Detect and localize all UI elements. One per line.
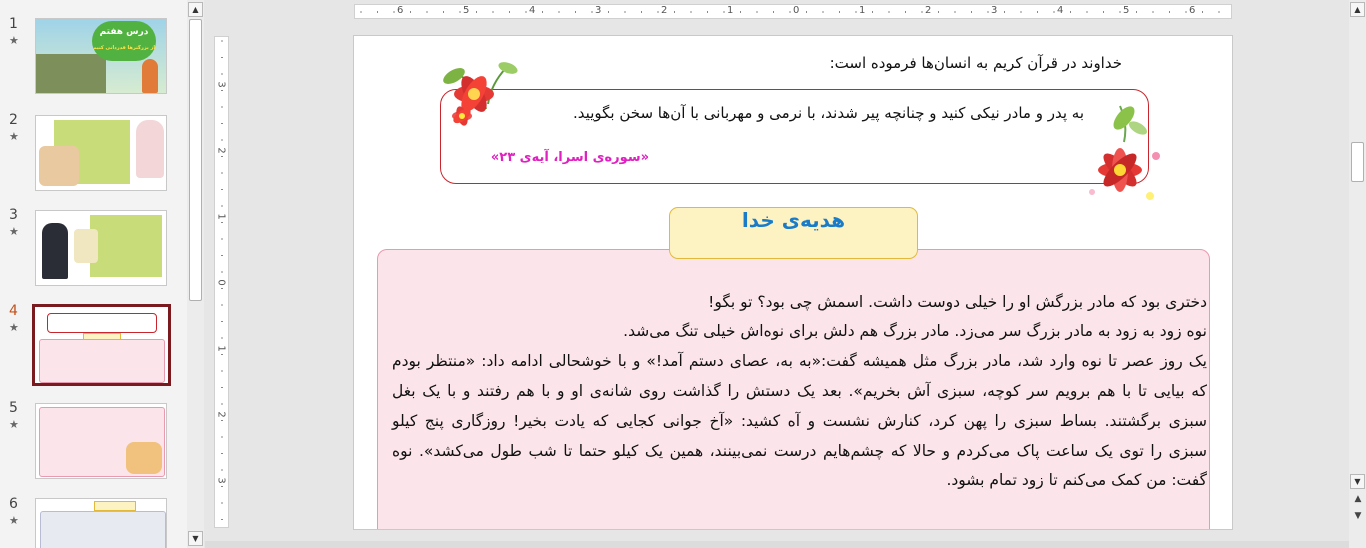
slide-thumbnail-1[interactable] [35, 18, 167, 94]
horizontal-ruler[interactable] [354, 4, 1232, 19]
animation-star-icon: ★ [9, 514, 19, 527]
previous-slide-icon[interactable]: ▲ [1354, 494, 1362, 504]
animation-star-icon: ★ [9, 321, 19, 334]
thumbnail-subtitle: از بزرگترها قدردانی کنیم [92, 45, 156, 51]
ruler-number: 6 [1189, 5, 1196, 16]
ruler-number: 0 [793, 5, 800, 16]
family-illustration [39, 146, 79, 186]
next-slide-icon[interactable]: ▼ [1354, 511, 1362, 521]
story-line[interactable]: سبزی برگشتند. بساط سبزی را پهن کرد، کنارش نشست و آه کشید: «آخ جوانی کجایی که یادت بخیر! روزگاری پنج کیلو [392, 412, 1207, 430]
ruler-number: 4 [1057, 5, 1064, 16]
thumbnail-scroll-thumb[interactable] [189, 19, 202, 301]
scroll-up-icon[interactable]: ▲ [1350, 2, 1365, 17]
slide-scroll-thumb[interactable] [1351, 142, 1364, 182]
verse-source[interactable]: «سوره‌ی اسرا، آیه‌ی ۲۳» [490, 150, 649, 165]
ruler-number: 4 [529, 5, 536, 16]
verse-box-mini [47, 313, 157, 333]
slide-thumbnail-2[interactable] [35, 115, 167, 191]
ruler-number: 2 [661, 5, 668, 16]
ruler-number: 0 [215, 279, 227, 286]
ruler-number: 2 [215, 147, 227, 154]
flower-icon[interactable] [436, 54, 518, 134]
children-illustration [126, 442, 162, 474]
slide-thumbnail-4-active[interactable] [32, 304, 171, 386]
ruler-number: 1 [859, 5, 866, 16]
scroll-down-icon[interactable]: ▼ [1350, 474, 1365, 489]
ruler-number: 1 [727, 5, 734, 16]
animation-star-icon: ★ [9, 418, 19, 431]
ruler-number: 3 [215, 81, 227, 88]
ruler-number: 6 [397, 5, 404, 16]
grandmother-image [136, 120, 164, 178]
animation-star-icon: ★ [9, 34, 19, 47]
ruler-number: 5 [463, 5, 470, 16]
animation-star-icon: ★ [9, 130, 19, 143]
story-box-mini [39, 339, 165, 383]
thumbnail-number-1: 1 [9, 16, 18, 32]
ruler-number: 1 [215, 345, 227, 352]
story-line[interactable]: سبزی را توی یک ساعت پاک می‌کردم و حالا که چشم‌هایم درست نمی‌بینند، همین یک کیلو حتما تا شب طول می‌کشد». نوه [392, 442, 1207, 460]
ruler-number: 3 [595, 5, 602, 16]
thumbnail-title: درس هفتم [99, 27, 149, 37]
green-text-panel [90, 215, 162, 277]
vertical-ruler[interactable] [214, 36, 229, 528]
slide-thumbnail-5[interactable] [35, 403, 167, 479]
flower-icon[interactable] [1080, 100, 1170, 208]
ruler-number: 3 [991, 5, 998, 16]
story-line[interactable]: دختری بود که مادر بزرگش او را خیلی دوست داشت. اسمش چی بود؟ تو بگو! [708, 293, 1207, 311]
ruler-number: 5 [1123, 5, 1130, 16]
scroll-down-icon[interactable]: ▼ [188, 531, 203, 546]
slide-thumbnail-panel [0, 0, 187, 548]
slide-thumbnail-6[interactable] [35, 498, 167, 548]
story-line[interactable]: نوه زود به زود به مادر بزرگ سر می‌زد. مادر بزرگ هم دلش برای نوه‌اش خیلی تنگ می‌شد. [623, 322, 1207, 340]
boy-illustration [142, 59, 158, 93]
story-line[interactable]: که بیایی تا با هم برویم سر کوچه، سبزی آش بخریم». بعد یک دستش را گذاشت روی شانه‌ی او و با هم رفتند و با یک بغل [392, 382, 1207, 400]
thumbnail-number-4: 4 [9, 303, 18, 319]
editor-bottom-edge [205, 541, 1349, 548]
story-title[interactable]: هدیه‌ی خدا [669, 207, 918, 259]
village-image [36, 54, 106, 94]
thumbnail-scrollbar[interactable] [187, 0, 204, 548]
story-line[interactable]: گفت: من کمک می‌کنم تا زود تمام بشود. [946, 471, 1207, 489]
slide-scrollbar[interactable] [1349, 0, 1366, 548]
family-illustration [74, 229, 98, 263]
verse-text[interactable]: به پدر و مادر نیکی کنید و چنانچه پیر شدند، با نرمی و مهربانی با آن‌ها سخن بگویید. [573, 104, 1084, 122]
slide-canvas[interactable] [353, 35, 1233, 530]
content-box-mini [40, 511, 166, 548]
ruler-number: 1 [215, 213, 227, 220]
ruler-number: 3 [215, 477, 227, 484]
thumbnail-number-5: 5 [9, 400, 18, 416]
speaker-image [42, 223, 68, 279]
intro-text[interactable]: خداوند در قرآن کریم به انسان‌ها فرموده است: [829, 54, 1122, 72]
thumbnail-number-3: 3 [9, 207, 18, 223]
thumbnail-number-6: 6 [9, 496, 18, 512]
story-line[interactable]: یک روز عصر تا نوه وارد شد، مادر بزرگ مثل همیشه گفت:«به به، عصای دستم آمد!» و با خوشحالی ادامه داد: «منتظر بودم [392, 352, 1207, 370]
animation-star-icon: ★ [9, 225, 19, 238]
ruler-number: 2 [925, 5, 932, 16]
title-box-mini [94, 501, 136, 511]
scroll-up-icon[interactable]: ▲ [188, 2, 203, 17]
thumbnail-number-2: 2 [9, 112, 18, 128]
ruler-number: 2 [215, 411, 227, 418]
slide-thumbnail-3[interactable] [35, 210, 167, 286]
